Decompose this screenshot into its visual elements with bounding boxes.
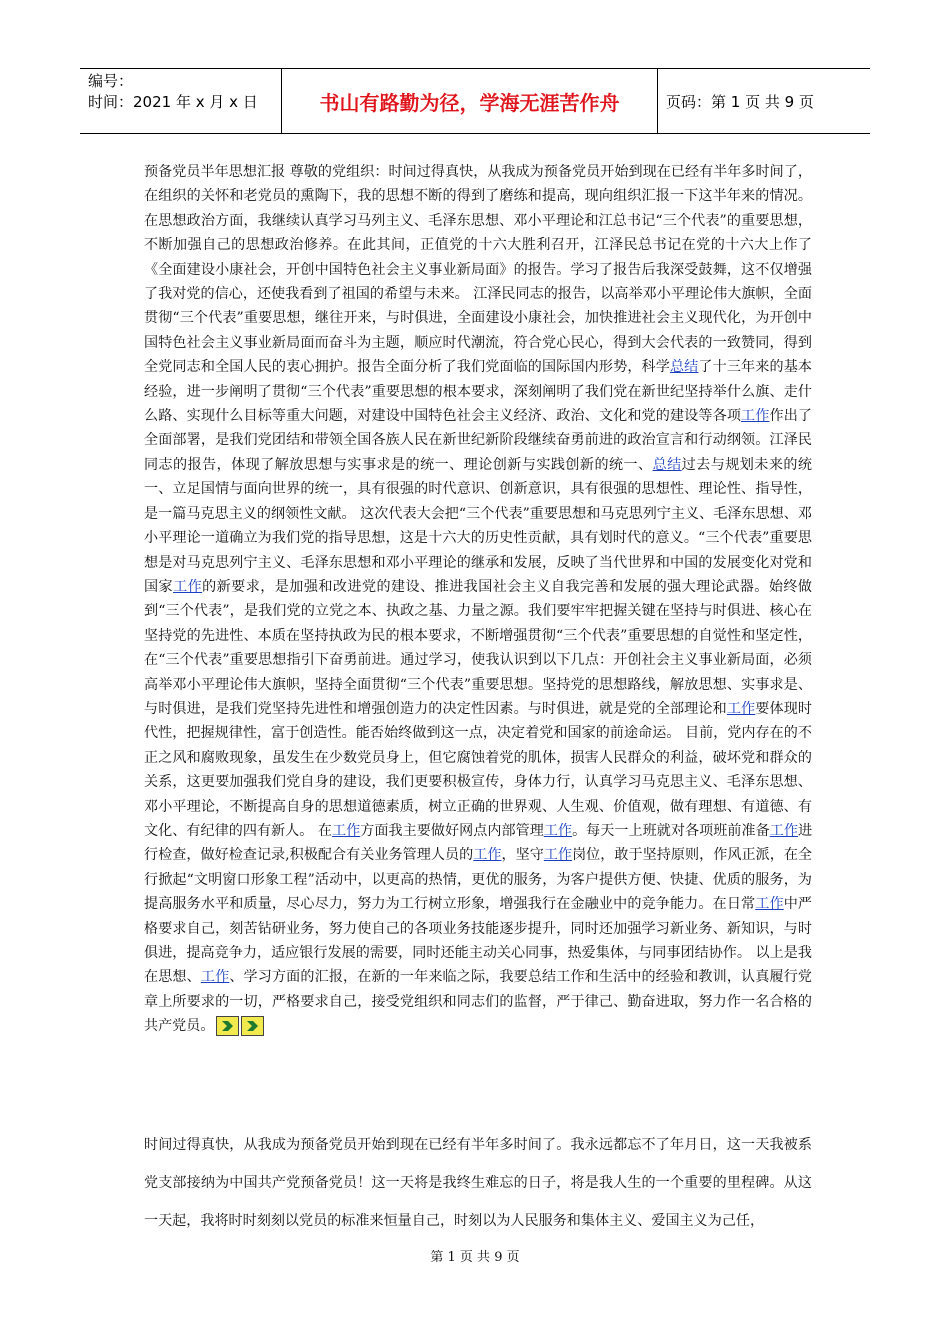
body-text-11: 中严格要求自己，刻苦钻研业务，努力使自己的各项业务技能逐步提升，同时还加强学习新业务、新知识，与时俱进，提高竞争力，适应银行发展的需要，同时还能主动关心同事，热爱集体，与同事团结协作。 以上是我在思想、 bbox=[144, 896, 813, 986]
link-gongzuo-5[interactable]: 工作 bbox=[543, 822, 573, 839]
link-gongzuo-2[interactable]: 工作 bbox=[173, 578, 203, 595]
serial-number: 编号： bbox=[88, 72, 134, 90]
double-arrow-icon[interactable] bbox=[216, 1016, 264, 1036]
link-gongzuo-4[interactable]: 工作 bbox=[332, 822, 361, 839]
link-zongjie-2[interactable]: 总结 bbox=[652, 456, 682, 473]
link-gongzuo-8[interactable]: 工作 bbox=[543, 847, 573, 864]
body-text-8: 进行检查，做好检查记录,积极配合有关业务管理人员的 bbox=[144, 822, 813, 864]
body-text-4: 的新要求，是加强和改进党的建设、推进我国社会主义自我完善和发展的强大理论武器。始终做到“三个代表”，是我们党的立党之本、执政之基、力量之源。我们要牢牢把握关键在坚持与时俱进、核心在坚持党的先进性、本质在坚持执政为民的根本要求，不断增强贯彻“三个代表”重要思想的自觉性和坚定性，在“三个代表”重要思想指引下奋勇前进。通过学习，使我认识到以下几点：开创社会主义事业新局面，必须高举邓小平理论伟大旗帜，坚持全面贯彻“三个代表”重要思想。坚持党的思想路线，解放思想、实事求是、与时俱进，是我们党坚持先进性和增强创造力的决定性因素。与时俱进，就是党的全部理论和 bbox=[144, 578, 812, 717]
page-header bbox=[80, 68, 870, 134]
header-motto: 书山有路勤为径，学海无涯苦作舟 bbox=[282, 69, 658, 133]
header-meta bbox=[80, 69, 282, 133]
second-paragraph: 时间过得真快，从我成为预备党员开始到现在已经有半年多时间了。我永远都忘不了年月日，这一天我被系党支部接纳为中国共产党预备党员！这一天将是我终生难忘的日子，将是我人生的一个重要的里程碑。从这一天起，我将时时刻刻以党员的标准来恒量自己，时刻以为人民服务和集体主义、爱国主义为己任， bbox=[144, 1137, 812, 1229]
page-footer: 第 1 页 共 9 页 bbox=[430, 1250, 520, 1265]
body-text-12: 、学习方面的汇报，在新的一年来临之际，我要总结工作和生活中的经验和教训，认真履行党章上所要求的一切，严格要求自己，接受党组织和同志们的监督，严于律己、勤奋进取，努力作一名合格的共产党员。 bbox=[144, 969, 813, 1035]
body-text-1: 了十三年来的基本经验，进一步阐明了贯彻“三个代表”重要思想的根本要求，深刻阐明了我们党在新世纪坚持举什么旗、走什么路、实现什么目标等重大问题，对建设中国特色社会主义经济、政治、文化和党的建设等各项 bbox=[144, 359, 813, 425]
header-date: 时间：2021 年 x 月 x 日 bbox=[88, 93, 258, 111]
link-gongzuo-9[interactable]: 工作 bbox=[755, 896, 784, 913]
body-text-10: 岗位，敢于坚持原则，作风正派，在全行掀起“文明窗口形象工程”活动中，以更高的热情，更优的服务，为客户提供方便、快捷、优质的服务，为提高服务水平和质量，尽心尽力，努力为工行树立形象，增强我行在金融业中的竞争能力。在日常 bbox=[144, 847, 813, 913]
body-text-2: 作出了全面部署，是我们党团结和带领全国各族人民在新世纪新阶段继续奋勇前进的政治宣言和行动纲领。江泽民同志的报告，体现了解放思想与实事求是的统一、理论创新与实践创新的统一、 bbox=[144, 408, 813, 473]
link-zongjie-1[interactable]: 总结 bbox=[669, 359, 699, 376]
link-gongzuo-7[interactable]: 工作 bbox=[473, 847, 502, 864]
header-page-info: 页码：第 1 页 共 9 页 bbox=[666, 92, 814, 111]
link-gongzuo-10[interactable]: 工作 bbox=[200, 969, 230, 986]
body-text-3: 过去与规划未来的统一、立足国情与面向世界的统一，具有很强的时代意识、创新意识，具有很强的思想性、理论性、指导性，是一篇马克思主义的纲领性文献。 这次代表大会把“三个代表”重要思想和马克思列宁主义、毛泽东思想、邓小平理论一道确立为我们党的指导思想，这是十六大的历史性贡献，具有划时代的意义。“三个代表”重要思想是对马克思列宁主义、毛泽东思想和邓小平理论的继承和发展，反映了当代世界和中国的发展变化对党和国家 bbox=[144, 456, 812, 595]
body-text-9: ，坚守 bbox=[501, 847, 544, 864]
link-gongzuo-1[interactable]: 工作 bbox=[741, 408, 770, 425]
body-text-5: 要体现时代性，把握规律性，富于创造性。能否始终做到这一点，决定着党和国家的前途命运。 目前，党内存在的不正之风和腐败现象，虽发生在少数党员身上，但它腐蚀着党的肌体，损害人民群众的利益，破坏党和群众的关系，这更要加强我们党自身的建设，我们更要积极宣传，身体力行，认真学习马克思主义、毛泽东思想、邓小平理论，不断提高自身的思想道德素质，树立正确的世界观、人生观、价值观，做有理想、有道德、有文化、有纪律的四有新人。 在 bbox=[144, 700, 813, 839]
body-text-7: 。每天一上班就对各项班前准备 bbox=[572, 822, 770, 839]
body-text-0: 预备党员半年思想汇报 尊敬的党组织：时间过得真快，从我成为预备党员开始到现在已经有半年多时间了，在组织的关怀和老党员的熏陶下，我的思想不断的得到了磨练和提高，现向组织汇报一下这半年来的情况。 在思想政治方面，我继续认真学习马列主义、毛泽东思想、邓小平理论和江总书记“三个代表”的重要思想，不断加强自己的思想政治修养。在此其间，正值党的十六大胜利召开，江泽民总书记在党的十六大上作了《全面建设小康社会，开创中国特色社会主义事业新局面》的报告。学习了报告后我深受鼓舞，这不仅增强了我对党的信心，还使我看到了祖国的希望与未来。 江泽民同志的报告，以高举邓小平理论伟大旗帜，全面贯彻“三个代表”重要思想，继往开来，与时俱进，全面建设小康社会，加快推进社会主义现代化，为开创中国特色社会主义事业新局面而奋斗为主题，顺应时代潮流，符合党心民心，得到大会代表的一致赞同，得到全党同志和全国人民的衷心拥护。报告全面分析了我们党面临的国际国内形势，科学 bbox=[144, 164, 812, 376]
body-text-6: 方面我主要做好网点内部管理 bbox=[360, 822, 544, 839]
report-body bbox=[144, 160, 812, 1039]
link-gongzuo-6[interactable]: 工作 bbox=[769, 822, 798, 839]
link-gongzuo-3[interactable]: 工作 bbox=[726, 700, 756, 717]
